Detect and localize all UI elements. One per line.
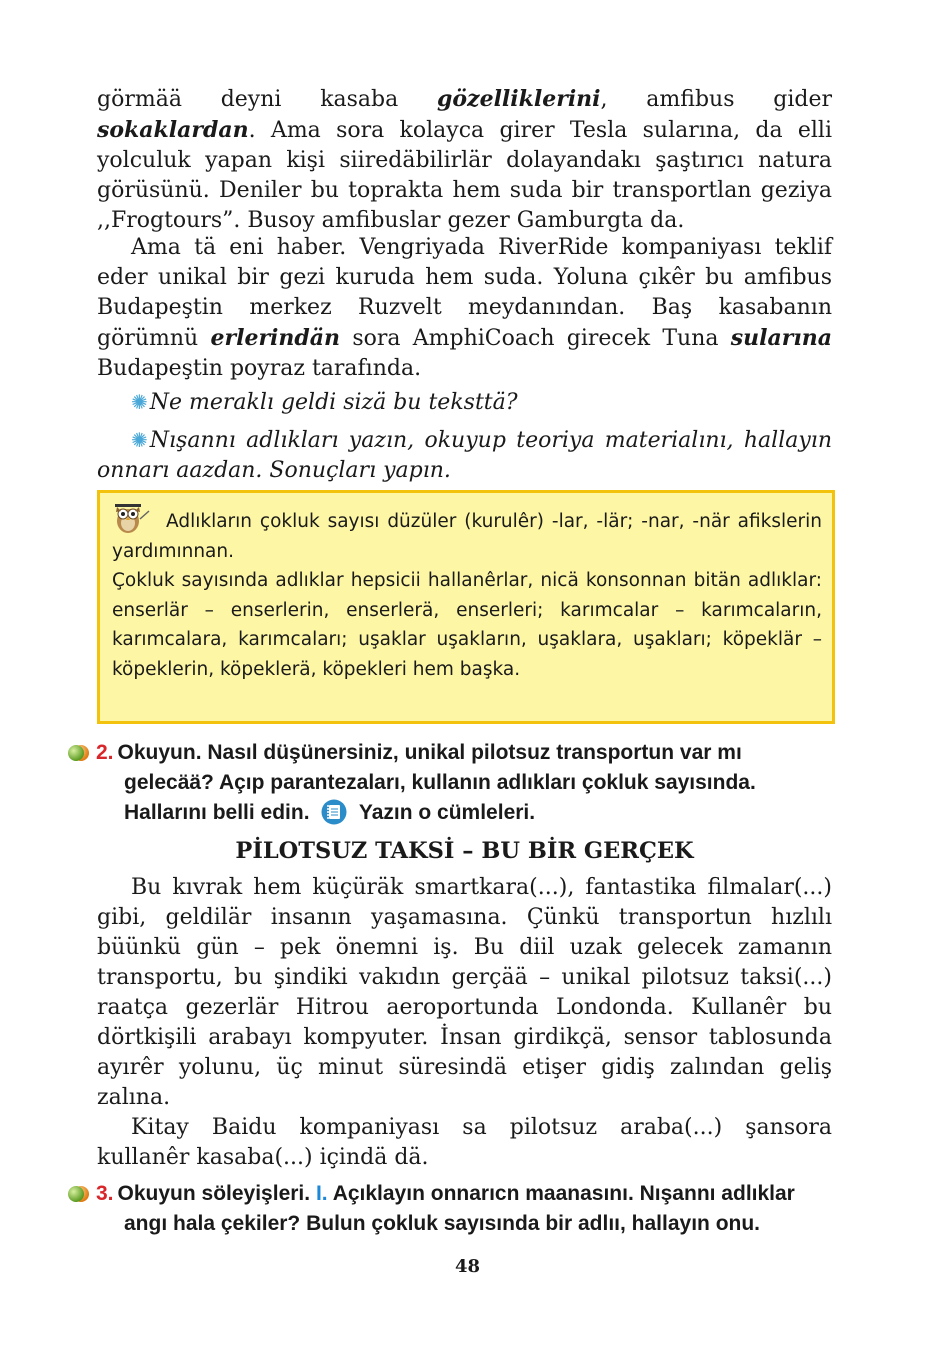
question-2 <box>97 425 832 486</box>
task-text: angı hala çekiler? Bulun çokluk sayısında bir adlıı, hallayın onu. <box>124 1212 761 1235</box>
text: . Ama sora kolayca girer Tesla sularına, da elli yolculuk yapan kişi siiredäbilirlär dolayandakı şaştırıcı natura görüsünü. Deniler bu toprakta hem suda bir transportlan geziya ,,Frogtours”. Busoy amfibuslar gezer Gamburgta da. <box>97 118 832 233</box>
text: , amfibus gider <box>600 87 832 112</box>
task-text: Hallarını belli edin. <box>124 801 310 824</box>
highlighted-word: erlerindän <box>210 325 341 351</box>
roman-numeral: I. <box>315 1182 328 1205</box>
question-text: Ne meraklı geldi sizä bu teksttä? <box>149 390 518 415</box>
question-text: Nışannı adlıkları yazın, okuyup teoriya materialını, hallayın onnarı aazdan. Sonuçları yapın. <box>97 428 832 483</box>
story-paragraph-2 <box>97 1113 832 1173</box>
task-number: 3. <box>96 1182 114 1205</box>
task-text: Yazın o cümleleri. <box>358 801 536 824</box>
notebook-icon <box>321 799 347 825</box>
owl-teacher-icon <box>110 499 150 535</box>
text: Budapeştin poyraz tarafında. <box>97 356 422 381</box>
green-orange-pill-icon <box>68 744 90 762</box>
paragraph-second <box>97 233 832 384</box>
snowflake-star-icon: ✺ <box>131 428 148 452</box>
highlighted-word: gözelliklerini <box>437 86 601 112</box>
task-3 <box>66 1179 841 1239</box>
task-text: gelecää? Açıp parantezaları, kullanın adlıkları çokluk sayısında. <box>124 771 756 794</box>
task-text: Açıklayın onnarıcn maanasını. Nışannı adlıklar <box>332 1182 795 1205</box>
story-text: Kitay Baidu kompaniyası sa pilotsuz araba(...) şansora kullanêr kasaba(...) içindä dä. <box>97 1115 832 1170</box>
snowflake-star-icon: ✺ <box>131 390 148 414</box>
story-title: PİLOTSUZ TAKSİ – BU BİR GERÇEK <box>235 838 694 864</box>
highlighted-word: sularına <box>730 325 832 351</box>
text: Ama tä eni haber. Vengriyada RiverRide kompaniyası teklif eder unikal bir gezi kuruda hem suda. Yoluna çıkêr bu amfibus Budapeştin merkez Ruzvelt meydanından. Baş kasabanın görümnü <box>97 235 832 351</box>
text: sora AmphiCoach girecek Tuna <box>340 326 731 351</box>
question-1 <box>97 387 832 418</box>
task-2 <box>66 738 841 828</box>
green-orange-pill-icon <box>68 1185 90 1203</box>
rule-text-1: Adlıkların çokluk sayısı düzüler (kurulêr) -lar, -lär; -nar, -när afikslerin yardımınnan. <box>112 511 822 562</box>
paragraph-top <box>97 84 832 236</box>
task-number: 2. <box>96 741 114 764</box>
task-text: Okuyun söleyişleri. <box>117 1182 311 1205</box>
page-number: 48 <box>454 1256 481 1277</box>
story-paragraph-1 <box>97 873 832 1113</box>
grammar-rule-box <box>97 490 835 724</box>
text: görmää deyni kasaba <box>97 87 438 112</box>
highlighted-word: sokaklardan <box>97 117 249 143</box>
story-text: Bu kıvrak hem küçüräk smartkara(...), fantastika filmalar(...) gibi, geldilär insanın yaşamasına. Çünkü transportun hızlılı büünkü gün – pek önemni iş. Bu diil uzak gelecek zamanın transportu, bu şindiki vakıdın gerçää – unikal pilotsuz taksi(...) raatça gezerlär Hitrou aeroportunda Londonda. Kullanêr bu dörtkişili arabayı kompyuter. İnsan girdikçä, sensor tablosunda ayırêr yolunu, üç minut süresindä etişer gidiş zalından geliş zalına. <box>97 875 832 1110</box>
rule-text-2: Çokluk sayısında adlıklar hepsicii hallanêrlar, nicä konsonnan bitän adlıklar: enserlär – enserlerin, enserlerä, enserleri; karımcalar – karımcaların, karımcalara, karımcaları; uşaklar uşakların, uşaklara, uşakları; köpeklär – köpeklerin, köpeklerä, köpekleri hem başka. <box>112 570 822 680</box>
task-text: Okuyun. Nasıl düşünersiniz, unikal pilotsuz transportun var mı <box>117 741 742 764</box>
